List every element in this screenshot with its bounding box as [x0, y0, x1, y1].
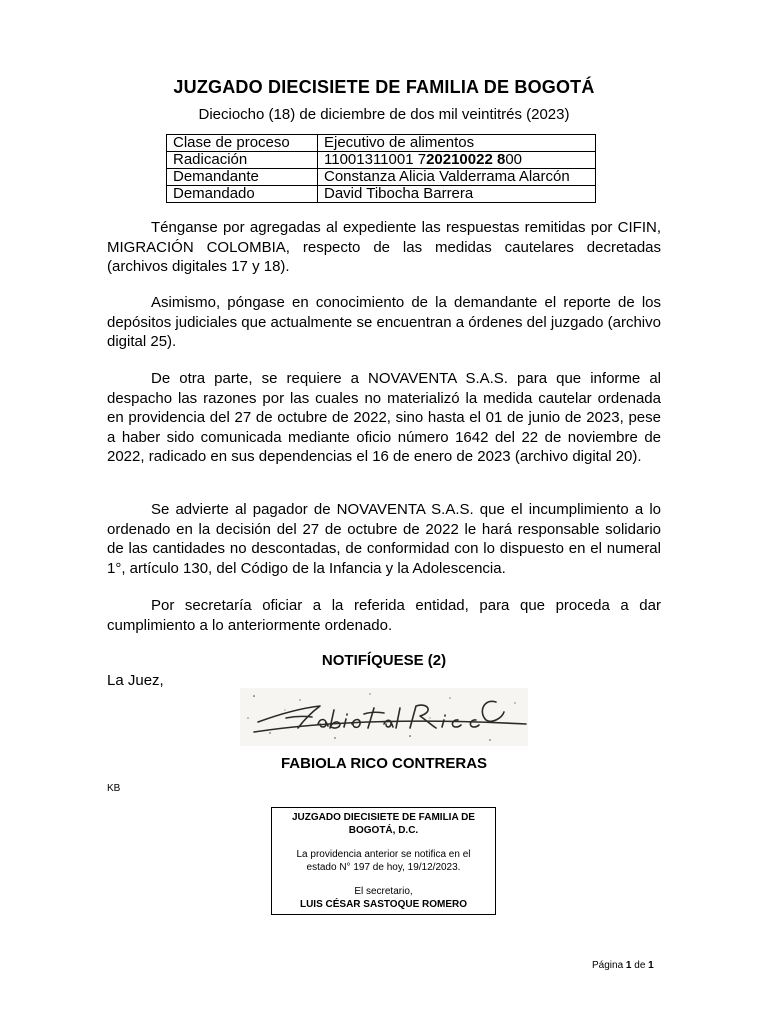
signature-drawing: [240, 688, 528, 746]
defendant-label: Demandado: [167, 186, 318, 203]
paragraph-2: [107, 293, 661, 352]
notification-stamp: [271, 807, 496, 915]
page-total: 1: [648, 960, 654, 971]
document-date: Dieciocho (18) de diciembre de dos mil veintitrés (2023): [198, 106, 570, 123]
filing-number-value: [318, 152, 596, 169]
page-of: de: [634, 960, 646, 971]
author-initials: KB: [107, 783, 121, 794]
stamp-court-line-1: JUZGADO DIECISIETE DE FAMILIA DE: [292, 812, 475, 823]
table-row: [167, 169, 596, 186]
case-info-table: [166, 134, 596, 203]
filing-number-suffix: 00: [505, 151, 522, 168]
paragraph-5-text: Por secretaría oficiar a la referida entidad, para que proceda a dar cumplimiento a lo anteriormente ordenado.: [107, 597, 661, 634]
filing-number-prefix: 11001311001 7: [324, 151, 427, 168]
table-row: [167, 152, 596, 169]
stamp-secretary-name: LUIS CÉSAR SASTOQUE ROMERO: [299, 899, 468, 910]
case-type-label: Clase de proceso: [167, 135, 318, 152]
stamp-secretary-role: El secretario,: [354, 886, 413, 897]
defendant-value: David Tibocha Barrera: [318, 186, 596, 203]
paragraph-4-text: Se advierte al pagador de NOVAVENTA S.A.S. que el incumplimiento a lo ordenado en la decisión del 27 de octubre de 2022 le hará responsable solidario de las cantidades no descontadas, de conformidad con lo dispuesto en el numeral 1°, artículo 130, del Código de la Infancia y la Adolescencia.: [107, 501, 661, 577]
plaintiff-label: Demandante: [167, 169, 318, 186]
filing-number-label: Radicación: [167, 152, 318, 169]
filing-number-bold: 20210022 8: [426, 151, 506, 168]
page-current: 1: [625, 960, 632, 971]
page-label: Página: [592, 960, 624, 971]
paragraph-5: [107, 596, 661, 635]
table-row: [167, 135, 596, 152]
table-row: [167, 186, 596, 203]
notify-heading: NOTIFÍQUESE (2): [321, 652, 447, 669]
paragraph-3-text: De otra parte, se requiere a NOVAVENTA S.A.S. para que informe al despacho las razones por las cuales no materializó la medida cautelar ordenada en providencia del 27 de octubre de 2022, sino hasta el 01 de junio de 2023, pese a haber sido comunicada mediante oficio número 1642 del 22 de noviembre de 2022, radicado en sus dependencias el 16 de enero de 2023 (archivo digital 20).: [107, 370, 661, 466]
plaintiff-value: Constanza Alicia Valderrama Alarcón: [318, 169, 596, 186]
stamp-notice-line-2: estado N° 197 de hoy, 19/12/2023.: [306, 862, 461, 873]
page-number: [592, 960, 654, 971]
stamp-court-line-2: BOGOTÁ, D.C.: [348, 825, 419, 836]
case-type-value: Ejecutivo de alimentos: [318, 135, 596, 152]
paragraph-4: [107, 500, 661, 578]
paragraph-1-text: Ténganse por agregadas al expediente las respuestas remitidas por CIFIN, MIGRACIÓN COLOMBIA, respecto de las medidas cautelares decretadas (archivos digitales 17 y 18).: [107, 219, 661, 276]
judge-role-label: La Juez,: [107, 672, 164, 689]
handwritten-signature: [240, 688, 528, 746]
judge-name: FABIOLA RICO CONTRERAS: [280, 755, 488, 772]
court-title: JUZGADO DIECISIETE DE FAMILIA DE BOGOTÁ: [173, 77, 595, 97]
stamp-notice-line-1: La providencia anterior se notifica en el: [296, 849, 471, 860]
paragraph-3: [107, 369, 661, 467]
paragraph-2-text: Asimismo, póngase en conocimiento de la demandante el reporte de los depósitos judiciales que actualmente se encuentran a órdenes del juzgado (archivo digital 25).: [107, 294, 661, 351]
paragraph-1: [107, 218, 661, 277]
